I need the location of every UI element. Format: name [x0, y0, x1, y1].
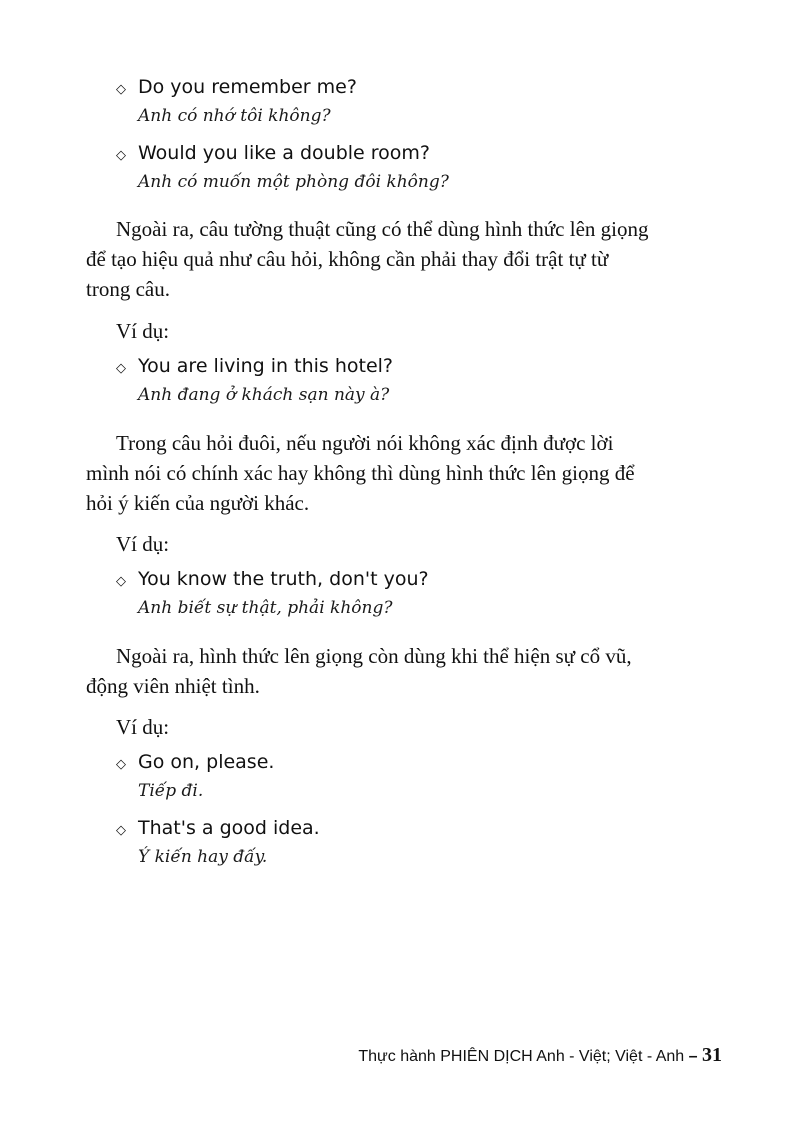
example-vietnamese: Tiếp đi. — [138, 781, 204, 801]
paragraph-3 — [86, 641, 726, 701]
page-footer — [358, 1043, 722, 1069]
vi-du-label: Ví dụ: — [116, 715, 170, 739]
example-english-text: That's a good idea. — [138, 817, 320, 839]
paragraph-2 — [86, 428, 726, 518]
example-1 — [116, 74, 736, 129]
example-5 — [116, 749, 736, 804]
paragraph-line: Trong câu hỏi đuôi, nếu người nói không xác định được lời — [116, 431, 614, 455]
example-english — [116, 140, 736, 169]
vi-du-label: Ví dụ: — [116, 319, 170, 343]
paragraph-1 — [86, 214, 726, 304]
example-english-text: You are living in this hotel? — [138, 355, 394, 377]
diamond-bullet-icon: ◇ — [116, 823, 126, 838]
example-2 — [116, 140, 736, 195]
diamond-bullet-icon: ◇ — [116, 757, 126, 772]
example-english-text: You know the truth, don't you? — [138, 568, 429, 590]
example-english — [116, 566, 736, 595]
paragraph-line: Ngoài ra, câu tường thuật cũng có thể dùng hình thức lên giọng — [116, 217, 649, 241]
paragraph-line: trong câu. — [86, 277, 170, 301]
paragraph-line: hỏi ý kiến của người khác. — [86, 491, 310, 515]
diamond-bullet-icon: ◇ — [116, 82, 126, 97]
example-6 — [116, 815, 736, 870]
diamond-bullet-icon: ◇ — [116, 148, 126, 163]
diamond-bullet-icon: ◇ — [116, 361, 126, 376]
example-4 — [116, 566, 736, 621]
page-number: 31 — [702, 1044, 722, 1066]
book-title: Thực hành PHIÊN DỊCH Anh - Việt; Việt - Anh — [358, 1048, 685, 1065]
example-english-text: Do you remember me? — [138, 76, 357, 98]
diamond-bullet-icon: ◇ — [116, 574, 126, 589]
example-vietnamese: Ý kiến hay đấy. — [138, 847, 268, 867]
paragraph-line: động viên nhiệt tình. — [86, 674, 260, 698]
example-vietnamese: Anh có nhớ tôi không? — [138, 106, 331, 126]
paragraph-line: mình nói có chính xác hay không thì dùng hình thức lên giọng để — [86, 461, 635, 485]
example-vietnamese: Anh đang ở khách sạn này à? — [138, 385, 390, 405]
example-english-text: Would you like a double room? — [138, 142, 430, 164]
paragraph-line: Ngoài ra, hình thức lên giọng còn dùng khi thể hiện sự cổ vũ, — [116, 644, 632, 668]
example-english — [116, 815, 736, 844]
example-english — [116, 74, 736, 103]
footer-separator: – — [688, 1048, 698, 1065]
example-english — [116, 749, 736, 778]
example-english-text: Go on, please. — [138, 751, 275, 773]
example-vietnamese: Anh có muốn một phòng đôi không? — [138, 172, 449, 192]
paragraph-line: để tạo hiệu quả như câu hỏi, không cần phải thay đổi trật tự từ — [86, 247, 609, 271]
vi-du-label: Ví dụ: — [116, 532, 170, 556]
example-3 — [116, 353, 736, 408]
example-english — [116, 353, 736, 382]
example-vietnamese: Anh biết sự thật, phải không? — [138, 598, 393, 618]
